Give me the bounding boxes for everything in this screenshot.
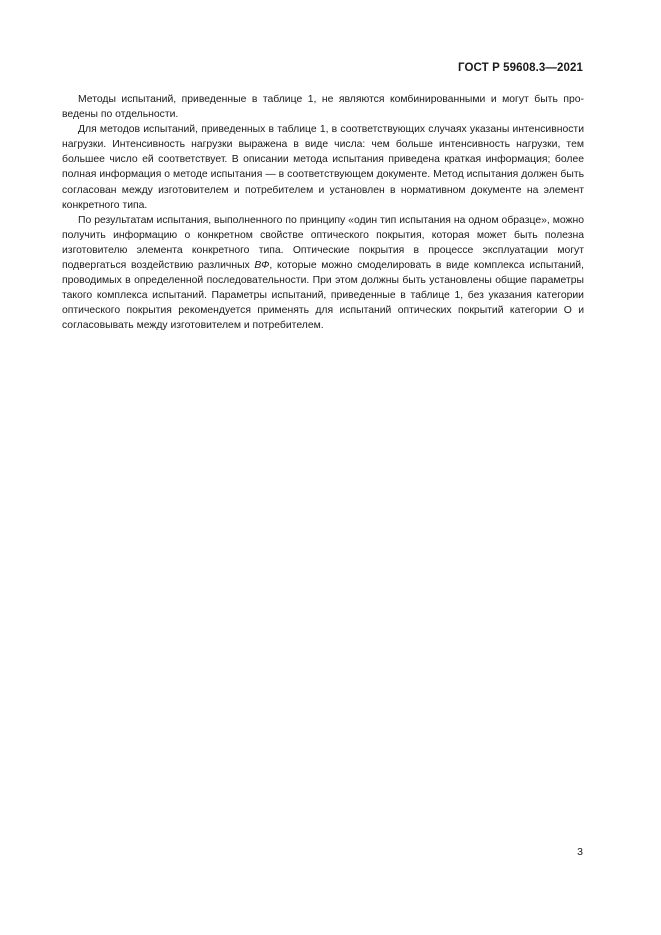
paragraph-3-text-end: , которые можно смоделировать в виде комплекса испытаний, проводимых в определенной последовательности. При этом должны быть установлены общие параметры такого комплекса испытаний. Параметры испытаний, приведенные в таблице 1, без указания категории оптического покрытия рекомендуется применять для испытаний оптических покрытий категории О и согласовывать между изготовителем и потребителем. [62, 260, 584, 332]
paragraph-1-text: Методы испытаний, приведенные в таблице 1, не являются комбинированными и могут быть проведены по отдельности. [62, 94, 584, 121]
standard-code-header: ГОСТ Р 59608.3—2021 [458, 62, 583, 74]
paragraph-2 [62, 122, 584, 213]
paragraph-3 [62, 213, 584, 334]
paragraph-2-text: Для методов испытаний, приведенных в таблице 1, в соответствующих случаях указаны интенсивности нагрузки. Интенсивность нагрузки выражена в виде числа: чем больше интенсивность нагрузки, тем большее число ей соответствует. В описании метода испытания приведена краткая информация; более полная информация о методе испытания — в соответствующем документе. Метод испытания должен быть согласован между изготовителем и потребителем и установлен в нормативном документе на элемент конкретного типа. [62, 124, 584, 211]
paragraph-3-text-start: По результатам испытания, выполненного по принципу «один тип испытания на одном образце», можно получить информацию о конкретном свойстве оптического покрытия, которая может быть полезна изготовителю элемента конкретного типа. Оптические покрытия в процессе эксплуатации могут подвергаться воздействию различных [62, 214, 584, 272]
page-number: 3 [577, 846, 583, 858]
abbreviation-vf: ВФ [254, 260, 270, 272]
document-body [62, 92, 584, 334]
paragraph-1 [62, 92, 584, 122]
